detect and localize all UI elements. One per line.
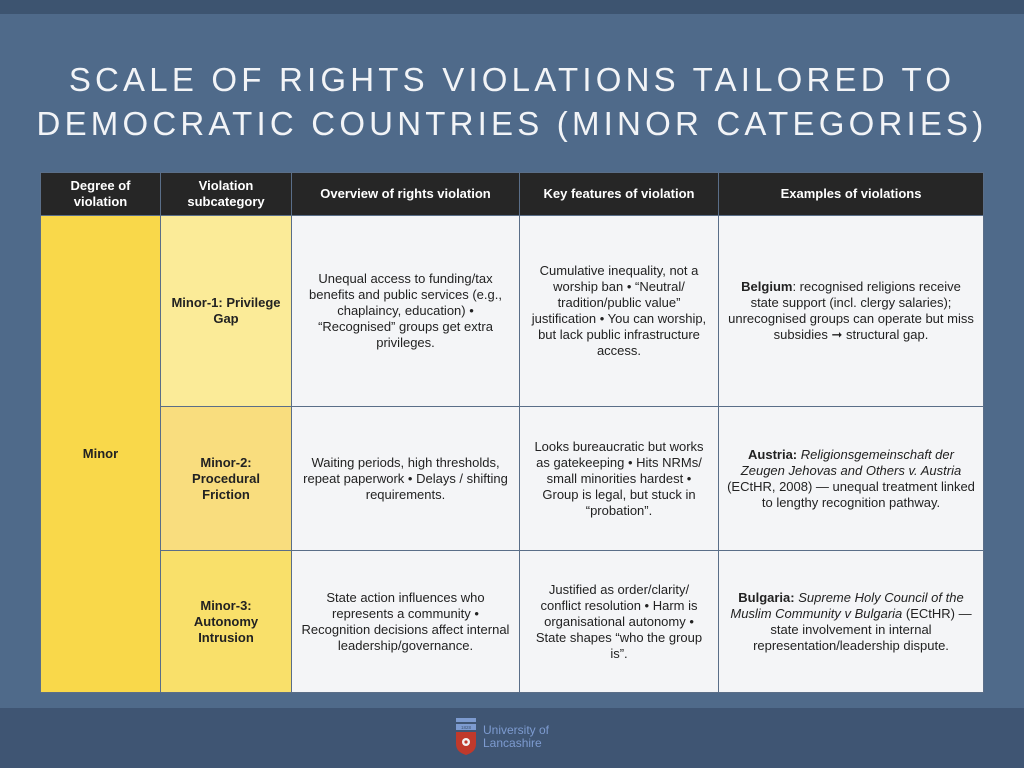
example-text: : recognised religions receive state support (incl. clergy salaries); unrecognised groups can operate but miss subsidies ➞ structural gap. bbox=[728, 279, 974, 342]
overview-cell: Waiting periods, high thresholds, repeat paperwork • Delays / shifting requirements. bbox=[292, 407, 520, 551]
example-country: Bulgaria: bbox=[738, 589, 795, 605]
example-text: (ECtHR, 2008) — unequal treatment linked to lengthy recognition pathway. bbox=[727, 478, 975, 510]
header-degree: Degree of violation bbox=[41, 173, 161, 216]
features-cell: Justified as order/clarity/ conflict resolution • Harm is organisational autonomy • State shapes “who the group is”. bbox=[520, 551, 719, 693]
header-subcategory: Violation subcategory bbox=[161, 173, 292, 216]
subcategory-cell: Minor-3: Autonomy Intrusion bbox=[161, 551, 292, 693]
example-country: Austria: bbox=[748, 446, 798, 462]
example-text: (ECtHR) — state involvement in internal representation/leadership dispute. bbox=[753, 605, 972, 653]
overview-cell: Unequal access to funding/tax benefits and public services (e.g., chaplaincy, education) • “Recognised” groups get extra privileges. bbox=[292, 216, 520, 407]
table-header-row bbox=[41, 173, 984, 216]
examples-cell bbox=[719, 407, 984, 551]
logo-line-2: Lancashire bbox=[483, 736, 542, 750]
university-logo bbox=[455, 716, 575, 758]
features-cell: Cumulative inequality, not a worship ban • “Neutral/ tradition/public value” justification • You can worship, but lack public infrastructure access. bbox=[520, 216, 719, 407]
top-strip bbox=[0, 0, 1024, 14]
title-line-1: SCALE OF RIGHTS VIOLATIONS TAILORED TO bbox=[68, 61, 956, 98]
header-features: Key features of violation bbox=[520, 173, 719, 216]
logo-year: 1828 bbox=[460, 725, 472, 730]
slide-title bbox=[0, 58, 1024, 146]
subcategory-cell: Minor-1: Privilege Gap bbox=[161, 216, 292, 407]
header-overview: Overview of rights violation bbox=[292, 173, 520, 216]
example-country: Belgium bbox=[741, 279, 793, 294]
example-case: Religionsgemeinschaft der Zeugen Jehovas and Others v. Austria bbox=[740, 446, 962, 478]
features-cell: Looks bureaucratic but works as gatekeeping • Hits NRMs/ small minorities hardest • Group is legal, but stuck in “probation”. bbox=[520, 407, 719, 551]
table-row bbox=[41, 551, 984, 693]
example-case: Supreme Holy Council of the Muslim Community v Bulgaria bbox=[730, 589, 964, 621]
table-row bbox=[41, 216, 984, 407]
header-examples: Examples of violations bbox=[719, 173, 984, 216]
overview-cell: State action influences who represents a community • Recognition decisions affect internal leadership/governance. bbox=[292, 551, 520, 693]
violations-table bbox=[40, 172, 984, 693]
subcategory-cell: Minor-2: Procedural Friction bbox=[161, 407, 292, 551]
logo-line-1: University of bbox=[483, 723, 550, 737]
logo-text bbox=[483, 724, 549, 750]
title-line-2: DEMOCRATIC COUNTRIES (MINOR CATEGORIES) bbox=[36, 105, 988, 142]
examples-cell bbox=[719, 216, 984, 407]
shield-icon bbox=[455, 716, 477, 756]
degree-cell: Minor bbox=[41, 216, 161, 693]
table-row bbox=[41, 407, 984, 551]
examples-cell bbox=[719, 551, 984, 693]
